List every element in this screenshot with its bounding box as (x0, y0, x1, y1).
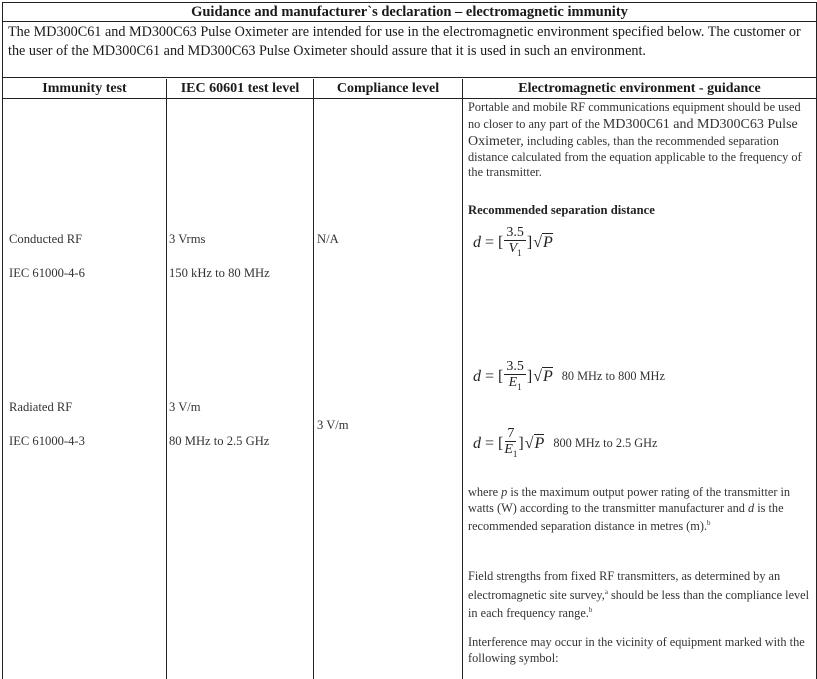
equation-fraction: $\frac{3.5}{V_1}$ (506, 225, 524, 258)
separation-distance-heading: Recommended separation distance (468, 203, 655, 217)
radiated-rf-standard: IEC 61000-4-3 (9, 434, 85, 448)
column-divider (166, 79, 167, 679)
guidance-paragraph-2: where p is the maximum output power rating of the transmitter in watts (W) according to the transmitter manufacturer and d is the recommended separation distance in metres (m).$^b$ (468, 485, 791, 534)
conducted-rf-level: 3 Vrms (169, 232, 206, 246)
conducted-rf-compliance: N/A (317, 232, 339, 246)
equation-radiated-low: d = [ $\frac{3.5}{E_1}$ ] √P 80 MHz to 800 MHz (473, 359, 665, 395)
conducted-rf-name: Conducted RF (9, 232, 83, 246)
table-title: Guidance and manufacturer`s declaration – electromagnetic immunity (3, 3, 816, 22)
guidance-paragraph-4: Interference may occur in the vicinity of equipment marked with the following symbol: (468, 635, 805, 665)
equation-fraction: $\frac{3.5}{E_1}$ (506, 359, 524, 392)
guidance-paragraph-3: Field strengths from fixed RF transmitters, as determined by an electromagnetic site survey,$^a$ should be less than the compliance level in each frequency range.$^b$ (468, 569, 810, 621)
equation-radiated-high: d = [ $\frac{7}{E_1}$ ] √P 800 MHz to 2.5 GHz (473, 426, 657, 462)
column-divider (462, 79, 463, 679)
table-intro: The MD300C61 and MD300C63 Pulse Oximeter are intended for use in the electromagnetic environment specified below. The customer or the user of the MD300C61 and MD300C63 Pulse Oximeter should assure that it is used in such an environment. (3, 22, 816, 78)
conducted-rf-range: 150 kHz to 80 MHz (169, 266, 270, 280)
radiated-rf-compliance: 3 V/m (317, 418, 349, 432)
header-immunity-test: Immunity test (42, 81, 127, 96)
equation-fraction: $\frac{7}{E_1}$ (504, 426, 518, 459)
header-guidance: Electromagnetic environment - guidance (518, 81, 761, 96)
immunity-table (2, 2, 817, 679)
conducted-rf-standard: IEC 61000-4-6 (9, 266, 85, 280)
guidance-paragraph-1: Portable and mobile RF communications equipment should be used no closer to any part of the MD300C61 and MD300C63 Pulse Oximeter, including cables, than the recommended separation distance calculated from the equation applicable to the frequency of the transmitter. (468, 100, 802, 179)
radiated-rf-name: Radiated RF (9, 400, 73, 414)
table-header-row (3, 79, 816, 99)
column-divider (313, 79, 314, 679)
radiated-rf-level: 3 V/m (169, 400, 201, 414)
header-iec-level: IEC 60601 test level (180, 81, 300, 96)
equation-conducted: d = [ $\frac{3.5}{V_1}$ ] √P (473, 225, 553, 261)
header-compliance-level: Compliance level (336, 81, 440, 96)
radiated-rf-range: 80 MHz to 2.5 GHz (169, 434, 270, 448)
